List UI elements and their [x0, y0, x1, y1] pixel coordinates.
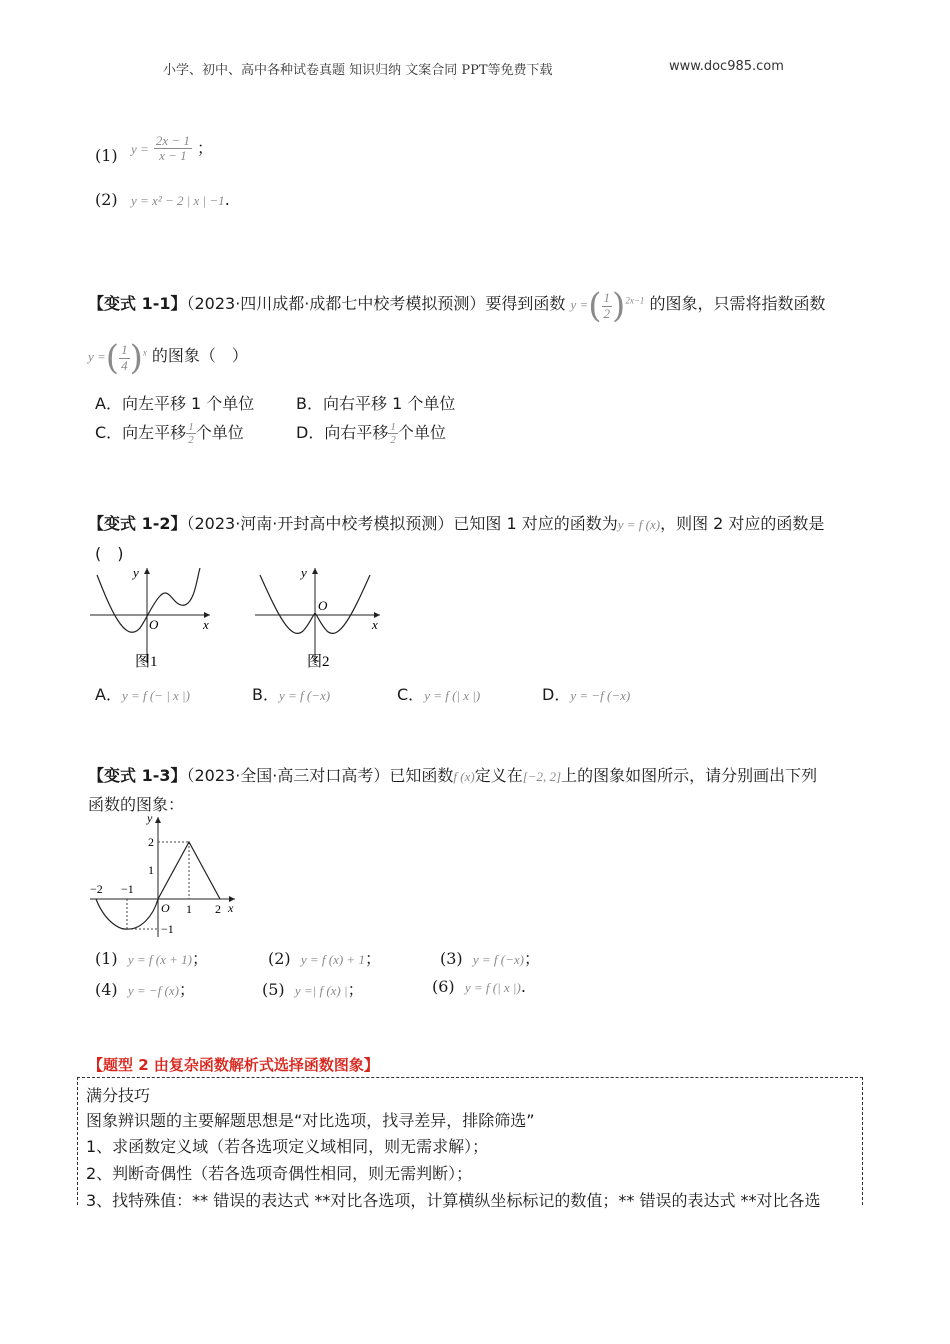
tips-line3: 2、判断奇偶性（若各选项奇偶性相同，则无需判断）；	[86, 1164, 473, 1183]
q0-item2-formula: y = x² − 2 | x | −1.	[131, 190, 230, 209]
v12-option-a: A．y = f (− | x |)	[95, 685, 190, 704]
fig2-x-label: x	[372, 617, 378, 632]
tips-line2: 1、求函数定义域（若各选项定义域相同，则无需求解）；	[86, 1137, 489, 1156]
v13-function-graph	[85, 812, 245, 942]
graph-y-label: y	[147, 812, 153, 825]
ytick-neg1: −1	[161, 922, 174, 936]
v12-figures	[85, 563, 385, 673]
ytick-1: 1	[148, 863, 154, 877]
v11-option-c: C．向左平移 $\frac{1}{2}$ 个单位	[95, 420, 244, 446]
q0-item1-number: (1)	[95, 146, 118, 165]
tick-1: 1	[186, 902, 192, 916]
tick-2: 2	[215, 902, 221, 916]
fig1-caption: 图1	[135, 654, 158, 670]
fig2-origin: O	[318, 598, 328, 613]
section2-title: 【题型 2 由复杂函数解析式选择函数图象】	[88, 1056, 379, 1074]
fig2-y-label: y	[301, 565, 307, 580]
v11-option-b: B．向右平移 1 个单位	[296, 394, 456, 413]
tips-line1: 图象辨识题的主要解题思想是“对比选项，找寻差异，排除筛选”	[86, 1111, 535, 1130]
v13-question-line1: 【变式 1-3】（2023·全国·高三对口高考）已知函数f (x)定义在[−2, 2]上的图象如图所示，请分别画出下列	[88, 766, 818, 785]
v13-item-2: (2) y = f (x) + 1；	[268, 949, 381, 968]
tips-title: 满分技巧	[86, 1086, 151, 1105]
fig2-caption: 图2	[307, 654, 330, 670]
v13-question-line2: 函数的图象：	[88, 795, 185, 814]
v11-question-line1: 【变式 1-1】（2023·四川成都·成都七中校考模拟预测）要得到函数 y =( $\frac{1}{2}$ )$^{2x-1}$ 的图象，只需将指数函数	[88, 286, 826, 326]
q0-item2-number: (2)	[95, 190, 118, 209]
v11-question-line2: y =( $\frac{1}{4}$ )$^x$ 的图象（ ）	[88, 338, 248, 378]
tips-line4: 3、找特殊值：** 错误的表达式 **对比各选项，计算横纵坐标标记的数值；** 错误的表达式 **对比各选	[86, 1191, 821, 1210]
fig1-origin: O	[149, 617, 159, 632]
v13-item-5: (5) y =| f (x) |；	[262, 980, 364, 999]
v13-item-1: (1) y = f (x + 1)；	[95, 949, 208, 968]
v13-item-3: (3) y = f (−x)；	[440, 949, 540, 968]
header-text: 小学、初中、高中各种试卷真题 知识归纳 文案合同 PPT等免费下载	[163, 63, 553, 78]
fig1-y-label: y	[133, 565, 139, 580]
v12-option-d: D．y = −f (−x)	[542, 685, 631, 704]
v12-answer-paren: ( )	[95, 544, 124, 563]
v12-option-c: C．y = f (| x |)	[397, 685, 481, 704]
v11-option-d: D．向右平移 $\frac{1}{2}$ 个单位	[296, 420, 446, 446]
header-url: www.doc985.com	[669, 59, 784, 74]
tick-neg2: −2	[90, 882, 103, 896]
v13-item-6: (6) y = f (| x |).	[432, 977, 526, 996]
ytick-2: 2	[148, 835, 154, 849]
fig1-x-label: x	[203, 617, 209, 632]
v11-option-a: A．向左平移 1 个单位	[95, 394, 255, 413]
v13-item-4: (4) y = −f (x)；	[95, 980, 195, 999]
graph-origin: O	[161, 901, 170, 915]
graph-x-label: x	[228, 901, 234, 915]
v12-question-line1: 【变式 1-2】（2023·河南·开封高中校考模拟预测）已知图 1 对应的函数为y = f (x)，则图 2 对应的函数是	[88, 514, 825, 533]
v12-option-b: B．y = f (−x)	[252, 685, 331, 704]
tick-neg1: −1	[121, 882, 134, 896]
q0-item1-formula: y = $\frac{2x - 1}{x - 1}$ ；	[131, 133, 214, 164]
